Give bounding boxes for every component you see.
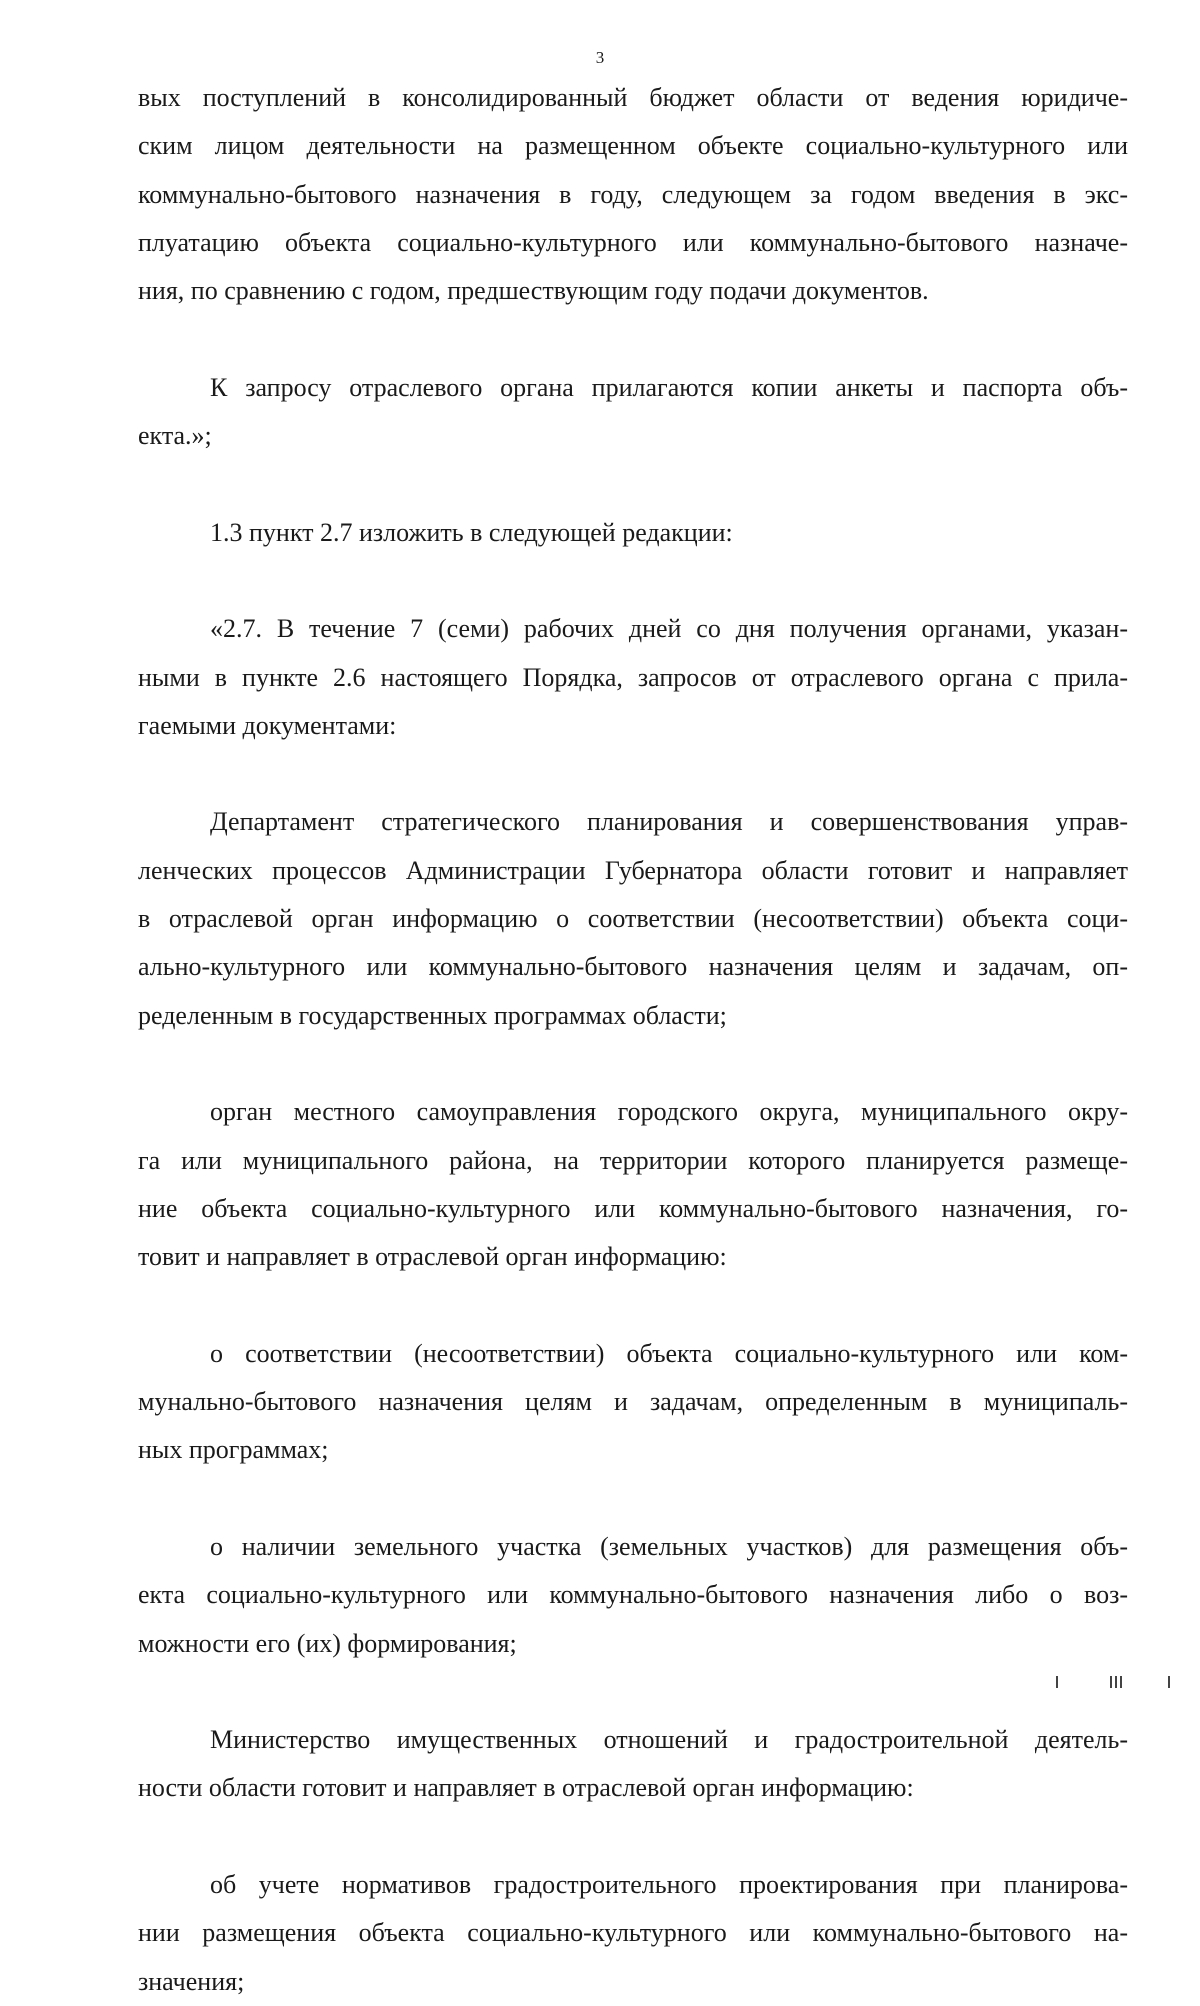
scan-edge-marks	[1050, 1672, 1190, 1692]
paragraph-gap	[138, 750, 1128, 798]
paragraph-gap	[138, 1040, 1128, 1088]
text-line: товит и направляет в отраслевой орган информацию:	[138, 1242, 727, 1272]
text-line: га или муниципального района, на территории которого планируется размеще-	[138, 1145, 1128, 1175]
text-line: 1.3 пункт 2.7 изложить в следующей редакции:	[210, 517, 733, 547]
paragraph-gap	[138, 557, 1128, 605]
text-line: значения;	[138, 1966, 245, 1996]
text-line: екта социально-культурного или коммунально-бытового назначения либо о воз-	[138, 1580, 1128, 1610]
text-line: в отраслевой орган информацию о соответствии (несоответствии) объекта соци-	[138, 904, 1128, 934]
text-line: орган местного самоуправления городского округа, муниципального окру-	[210, 1097, 1128, 1127]
text-line: вых поступлений в консолидированный бюджет области от ведения юридиче-	[138, 83, 1128, 112]
text-line: ределенным в государственных программах области;	[138, 1000, 727, 1030]
text-line: гаемыми документами:	[138, 710, 397, 740]
text-line: о соответствии (несоответствии) объекта социально-культурного или ком-	[210, 1338, 1128, 1368]
text-line: можности его (их) формирования;	[138, 1628, 517, 1658]
paragraph-gap	[138, 1668, 1128, 1716]
text-line: Департамент стратегического планирования и совершенствования управ-	[210, 807, 1128, 837]
text-line: ния, по сравнению с годом, предшествующим году подачи документов.	[138, 276, 929, 306]
text-line: об учете нормативов градостроительного проектирования при планирова-	[210, 1869, 1128, 1899]
text-line: ние объекта социально-культурного или коммунально-бытового назначения, го-	[138, 1193, 1128, 1223]
scan-mark	[1056, 1676, 1058, 1688]
text-line: ально-культурного или коммунально-бытового назначения целям и задачам, оп-	[138, 952, 1128, 982]
text-line: ским лицом деятельности на размещенном объекте социально-культурного или	[138, 131, 1128, 161]
text-line: нии размещения объекта социально-культурного или коммунально-бытового на-	[138, 1918, 1128, 1948]
text-line: ных программах;	[138, 1435, 329, 1465]
paragraph-gap	[138, 1281, 1128, 1329]
scan-mark	[1168, 1676, 1170, 1688]
paragraph-gap	[138, 1475, 1128, 1523]
text-line: мунально-бытового назначения целям и задачам, определенным в муниципаль-	[138, 1387, 1128, 1417]
scan-mark	[1110, 1676, 1112, 1688]
page-number: 3	[595, 48, 605, 67]
scan-mark	[1120, 1676, 1122, 1688]
paragraph-gap	[138, 315, 1128, 363]
text-line: коммунально-бытового назначения в году, следующем за годом введения в экс-	[138, 179, 1128, 209]
text-line: «2.7. В течение 7 (семи) рабочих дней со дня получения органами, указан-	[210, 614, 1128, 644]
text-line: ленческих процессов Администрации Губернатора области готовит и направляет	[138, 855, 1128, 885]
paragraph-gap	[138, 1813, 1128, 1861]
text-line: о наличии земельного участка (земельных участков) для размещения объ-	[210, 1531, 1128, 1561]
text-line: екта.»;	[138, 421, 212, 451]
document-body	[138, 74, 1128, 2006]
text-line: Министерство имущественных отношений и градостроительной деятель-	[210, 1725, 1128, 1755]
text-line: ными в пункте 2.6 настоящего Порядка, запросов от отраслевого органа с прила-	[138, 662, 1128, 692]
text-line: ности области готовит и направляет в отраслевой орган информацию:	[138, 1773, 914, 1803]
text-line: К запросу отраслевого органа прилагаются копии анкеты и паспорта объ-	[210, 372, 1128, 402]
scan-mark	[1115, 1676, 1117, 1688]
paragraph-gap	[138, 460, 1128, 508]
text-line: плуатацию объекта социально-культурного или коммунально-бытового назначе-	[138, 227, 1128, 257]
